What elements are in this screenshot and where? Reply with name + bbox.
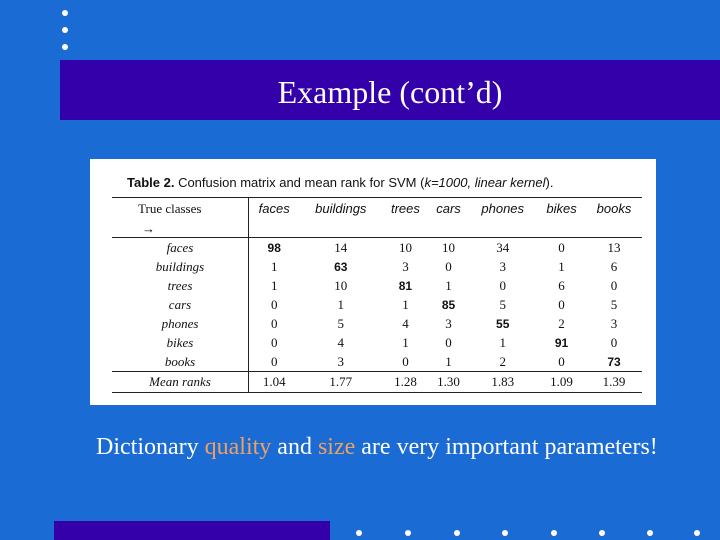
confusion-matrix bbox=[112, 197, 642, 393]
matrix-cell: 0 bbox=[558, 296, 565, 312]
matrix-cell: 1 bbox=[445, 277, 452, 293]
matrix-cell: 2 bbox=[499, 353, 506, 369]
matrix-cell: 10 bbox=[442, 239, 456, 255]
column-header: buildings bbox=[315, 201, 367, 216]
body-text-part: and bbox=[271, 434, 318, 460]
slide-title: Example (cont’d) bbox=[277, 74, 503, 110]
matrix-cell: 6 bbox=[610, 258, 618, 274]
decor-dot bbox=[454, 530, 460, 536]
decor-dot bbox=[599, 530, 605, 536]
table-row bbox=[112, 295, 642, 314]
matrix-cell: 34 bbox=[496, 239, 510, 255]
table-row bbox=[112, 333, 642, 352]
body-text-part: are very important parameters! bbox=[355, 434, 658, 460]
mean-rank-cell: 1.39 bbox=[586, 372, 642, 393]
matrix-cell: 73 bbox=[607, 354, 621, 369]
matrix-cell: 4 bbox=[337, 334, 345, 350]
matrix-cell: 0 bbox=[499, 277, 506, 293]
matrix-cell: 0 bbox=[270, 296, 278, 312]
table-row bbox=[112, 238, 642, 258]
decor-dot bbox=[405, 530, 411, 536]
arrow-icon: → bbox=[112, 221, 249, 238]
row-header: phones bbox=[112, 314, 249, 333]
matrix-cell: 55 bbox=[496, 316, 510, 331]
table-row bbox=[112, 276, 642, 295]
matrix-cell: 5 bbox=[337, 315, 345, 331]
body-text-part: Dictionary bbox=[96, 434, 205, 460]
matrix-cell: 81 bbox=[398, 278, 413, 293]
matrix-cell: 0 bbox=[610, 277, 618, 293]
caption-text: Confusion matrix and mean rank for SVM ( bbox=[174, 175, 425, 190]
matrix-cell: 5 bbox=[499, 296, 506, 312]
matrix-cell: 0 bbox=[445, 258, 452, 274]
mean-rank-row bbox=[112, 372, 642, 393]
matrix-cell: 98 bbox=[267, 240, 281, 255]
decor-dot bbox=[502, 530, 508, 536]
matrix-cell: 1 bbox=[558, 258, 565, 274]
matrix-cell: 0 bbox=[270, 334, 278, 350]
matrix-cell: 85 bbox=[441, 297, 456, 312]
matrix-cell: 63 bbox=[334, 259, 348, 274]
matrix-cell: 1 bbox=[270, 258, 278, 274]
matrix-cell: 0 bbox=[270, 353, 278, 369]
table-row bbox=[112, 314, 642, 333]
matrix-cell: 0 bbox=[402, 353, 409, 369]
highlight-size: size bbox=[317, 434, 356, 460]
matrix-cell: 14 bbox=[334, 239, 348, 255]
matrix-cell: 3 bbox=[445, 315, 452, 331]
row-header: trees bbox=[112, 276, 249, 295]
row-header: Mean ranks bbox=[112, 372, 249, 393]
corner-header: True classes bbox=[112, 198, 249, 222]
table-figure bbox=[90, 159, 656, 405]
mean-rank-cell: 1.83 bbox=[468, 372, 537, 393]
caption-param: k=1000, linear kernel bbox=[424, 175, 546, 190]
decor-dot bbox=[647, 530, 653, 536]
matrix-cell: 6 bbox=[558, 277, 565, 293]
column-header: books bbox=[596, 201, 632, 216]
mean-rank-cell: 1.77 bbox=[299, 372, 382, 393]
decor-dot bbox=[356, 530, 362, 536]
title-bar bbox=[60, 60, 720, 120]
matrix-cell: 1 bbox=[402, 296, 409, 312]
column-header: phones bbox=[481, 201, 525, 216]
mean-rank-cell: 1.30 bbox=[429, 372, 469, 393]
matrix-cell: 3 bbox=[610, 315, 618, 331]
matrix-cell: 0 bbox=[270, 315, 278, 331]
decor-dot bbox=[694, 530, 700, 536]
matrix-cell: 3 bbox=[499, 258, 506, 274]
decor-dot bbox=[62, 10, 68, 16]
matrix-cell: 3 bbox=[337, 353, 345, 369]
decor-dot bbox=[62, 44, 68, 50]
matrix-cell: 13 bbox=[607, 239, 621, 255]
matrix-cell: 91 bbox=[554, 335, 569, 350]
matrix-cell: 0 bbox=[445, 334, 452, 350]
matrix-cell: 2 bbox=[558, 315, 565, 331]
matrix-cell: 10 bbox=[398, 239, 412, 255]
column-header: bikes bbox=[546, 201, 577, 216]
matrix-cell: 1 bbox=[402, 334, 409, 350]
matrix-cell: 10 bbox=[334, 277, 348, 293]
matrix-cell: 1 bbox=[445, 353, 452, 369]
bottom-bar bbox=[54, 521, 330, 540]
body-text bbox=[96, 432, 676, 463]
matrix-cell: 3 bbox=[402, 258, 409, 274]
row-header: buildings bbox=[112, 257, 249, 276]
table-caption bbox=[127, 175, 553, 190]
highlight-quality: quality bbox=[204, 434, 272, 460]
row-header: cars bbox=[112, 295, 249, 314]
matrix-cell: 0 bbox=[610, 334, 618, 350]
matrix-body bbox=[112, 238, 642, 372]
column-header: trees bbox=[390, 201, 420, 216]
decor-dot bbox=[62, 27, 68, 33]
matrix-cell: 0 bbox=[558, 239, 565, 255]
matrix-cell: 4 bbox=[402, 315, 409, 331]
matrix-cell: 5 bbox=[610, 296, 618, 312]
table-row bbox=[112, 352, 642, 372]
matrix-cell: 0 bbox=[558, 353, 565, 369]
mean-rank-cell: 1.04 bbox=[249, 372, 300, 393]
row-header: bikes bbox=[112, 333, 249, 352]
table-row bbox=[112, 257, 642, 276]
matrix-cell: 1 bbox=[270, 277, 278, 293]
caption-end: ). bbox=[545, 175, 554, 190]
matrix-cell: 1 bbox=[337, 296, 345, 312]
column-header: faces bbox=[258, 201, 290, 216]
decor-dot bbox=[551, 530, 557, 536]
row-header: faces bbox=[112, 238, 249, 258]
mean-rank-cell: 1.28 bbox=[382, 372, 429, 393]
matrix-cell: 1 bbox=[499, 334, 506, 350]
mean-rank-cell: 1.09 bbox=[537, 372, 586, 393]
row-header: books bbox=[112, 352, 249, 372]
column-header: cars bbox=[436, 201, 461, 216]
caption-label: Table 2. bbox=[127, 175, 175, 190]
